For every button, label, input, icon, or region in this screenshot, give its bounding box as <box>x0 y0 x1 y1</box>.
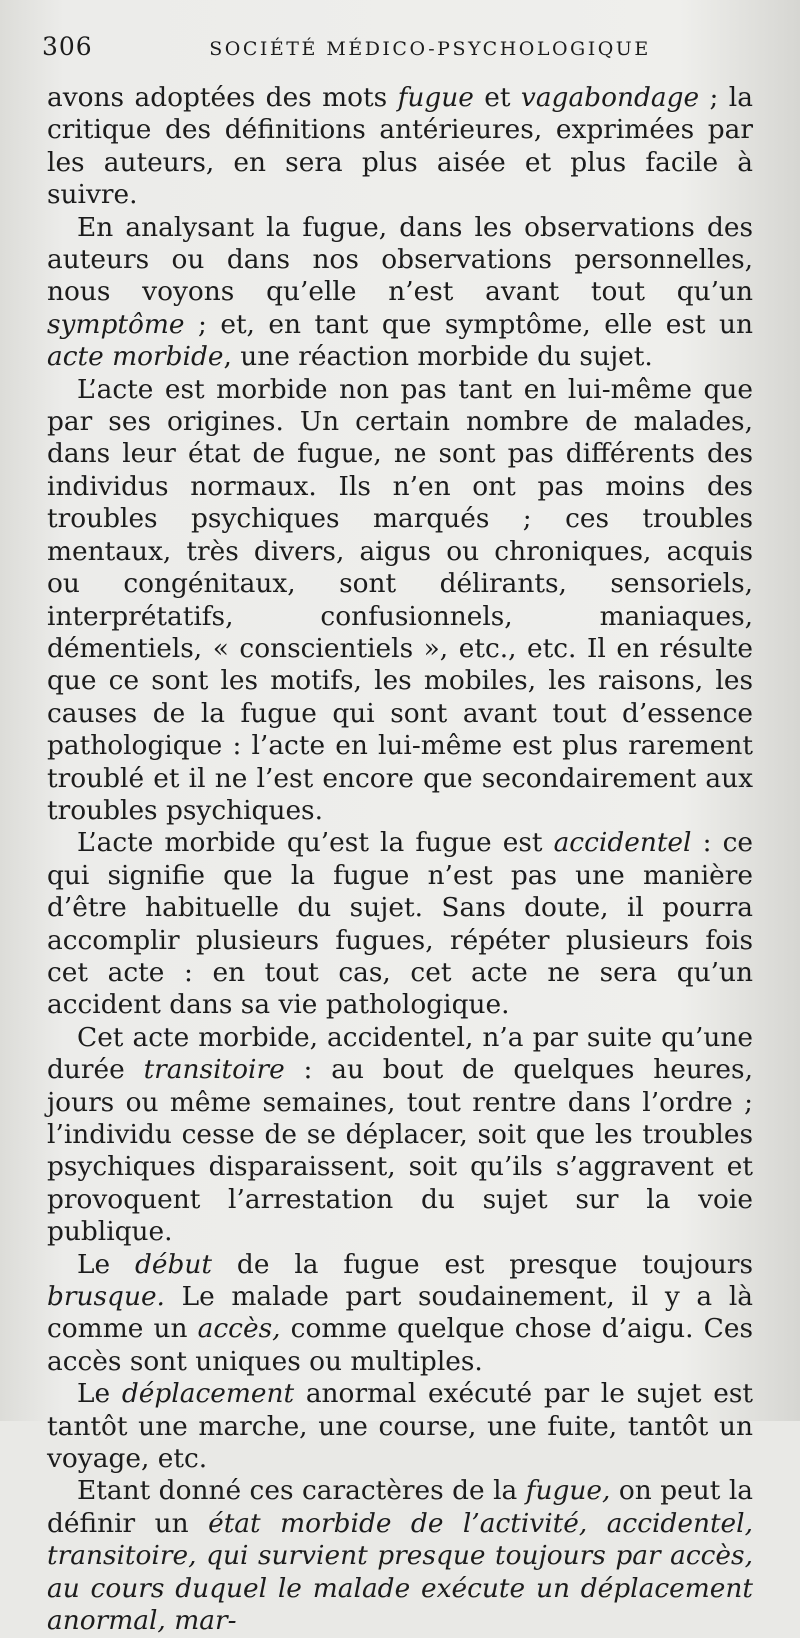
text-run: comme quelque chose d’aigu. Ces accès sont uniques ou multiples. <box>47 1313 754 1377</box>
text-run: Cet acte morbide, accidentel, n’a par suite qu’une durée <box>47 1021 753 1086</box>
paragraph <box>47 1249 753 1379</box>
text-run: Le <box>77 1378 122 1410</box>
text-run: Le malade part soudainement, il y a là comme un <box>47 1281 753 1345</box>
paragraph <box>47 374 753 828</box>
italic-text: fugue, <box>525 1475 611 1507</box>
text-run: et <box>473 82 521 113</box>
text-run: Le <box>77 1248 136 1280</box>
paragraph <box>47 827 753 1021</box>
text-run: ; la critique des définitions antérieures, exprimées par les auteurs, en sera plus aisée et plus facile à suivre. <box>47 82 753 211</box>
paragraph <box>47 1022 753 1249</box>
italic-text: état morbide de l’activité, accidentel, transitoire, qui survient presque toujours par accès, au cours duquel le malade exécute un déplacement anormal, mar- <box>47 1507 753 1637</box>
text-run: : ce qui signifie que la fugue n’est pas une manière d’être habituelle du sujet. Sans doute, il pourra accomplir plusieurs fugues, répéter plusieurs fois cet acte : en tout cas, cet acte ne sera qu’un accident dans sa vie pathologique. <box>47 827 753 1021</box>
italic-text: accès, <box>197 1313 281 1345</box>
paragraph <box>47 1475 753 1637</box>
text-run: avons adoptées des mots <box>47 82 398 113</box>
text-run: anormal exécuté par le sujet est tantôt une marche, une course, une fuite, tantôt un voyage, etc. <box>47 1378 753 1475</box>
italic-text: brusque. <box>47 1281 165 1313</box>
text-run: L’acte morbide qu’est la fugue est <box>77 827 554 859</box>
text-run: on peut la définir un <box>47 1475 754 1539</box>
text-run: Etant donné ces caractères de la <box>77 1475 526 1507</box>
italic-text: fugue <box>397 82 474 113</box>
text-run: de la fugue est presque toujours <box>212 1248 753 1280</box>
text-run: En analysant la fugue, dans les observations des auteurs ou dans nos observations personnelles, nous voyons qu’elle n’est avant tout qu’un <box>47 211 753 308</box>
italic-text: début <box>135 1248 213 1280</box>
body-text <box>47 82 753 1638</box>
italic-text: acte morbide <box>47 341 224 373</box>
paragraph <box>47 1378 753 1475</box>
page-header <box>40 30 760 70</box>
text-run: , une réaction morbide du sujet. <box>223 341 653 373</box>
italic-text: accidentel <box>553 827 692 859</box>
italic-text: vagabondage <box>520 82 700 113</box>
italic-text: transitoire <box>143 1054 285 1086</box>
paragraph <box>47 212 753 374</box>
page-number: 306 <box>42 32 93 61</box>
running-head: SOCIÉTÉ MÉDICO-PSYCHOLOGIQUE <box>209 38 651 60</box>
italic-text: déplacement <box>121 1378 295 1410</box>
text-run: ; et, en tant que symptôme, elle est un <box>184 308 753 340</box>
italic-text: symptôme <box>47 308 185 340</box>
text-run: L’acte est morbide non pas tant en lui-même que par ses origines. Un certain nombre de malades, dans leur état de fugue, ne sont pas différents des individus normaux. Ils n’en ont pas moins des troubles psychiques marqués ; ces troubles mentaux, très divers, aigus ou chroniques, acquis ou congénitaux, sont délirants, sensoriels, interprétatifs, confusionnels, maniaques, démentiels, « conscientiels », etc., etc. Il en résulte que ce sont les motifs, les mobiles, les raisons, les causes de la fugue qui sont avant tout d’essence pathologique : l’acte en lui-même est plus rarement troublé et il ne l’est encore que secondairement aux troubles psychiques. <box>47 373 753 826</box>
paragraph <box>47 82 753 212</box>
text-run: : au bout de quelques heures, jours ou même semaines, tout rentre dans l’ordre ; l’individu cesse de se déplacer, soit que les troubles psychiques disparaissent, soit qu’ils s’aggravent et provoquent l’arrestation du sujet sur la voie publique. <box>47 1054 753 1248</box>
